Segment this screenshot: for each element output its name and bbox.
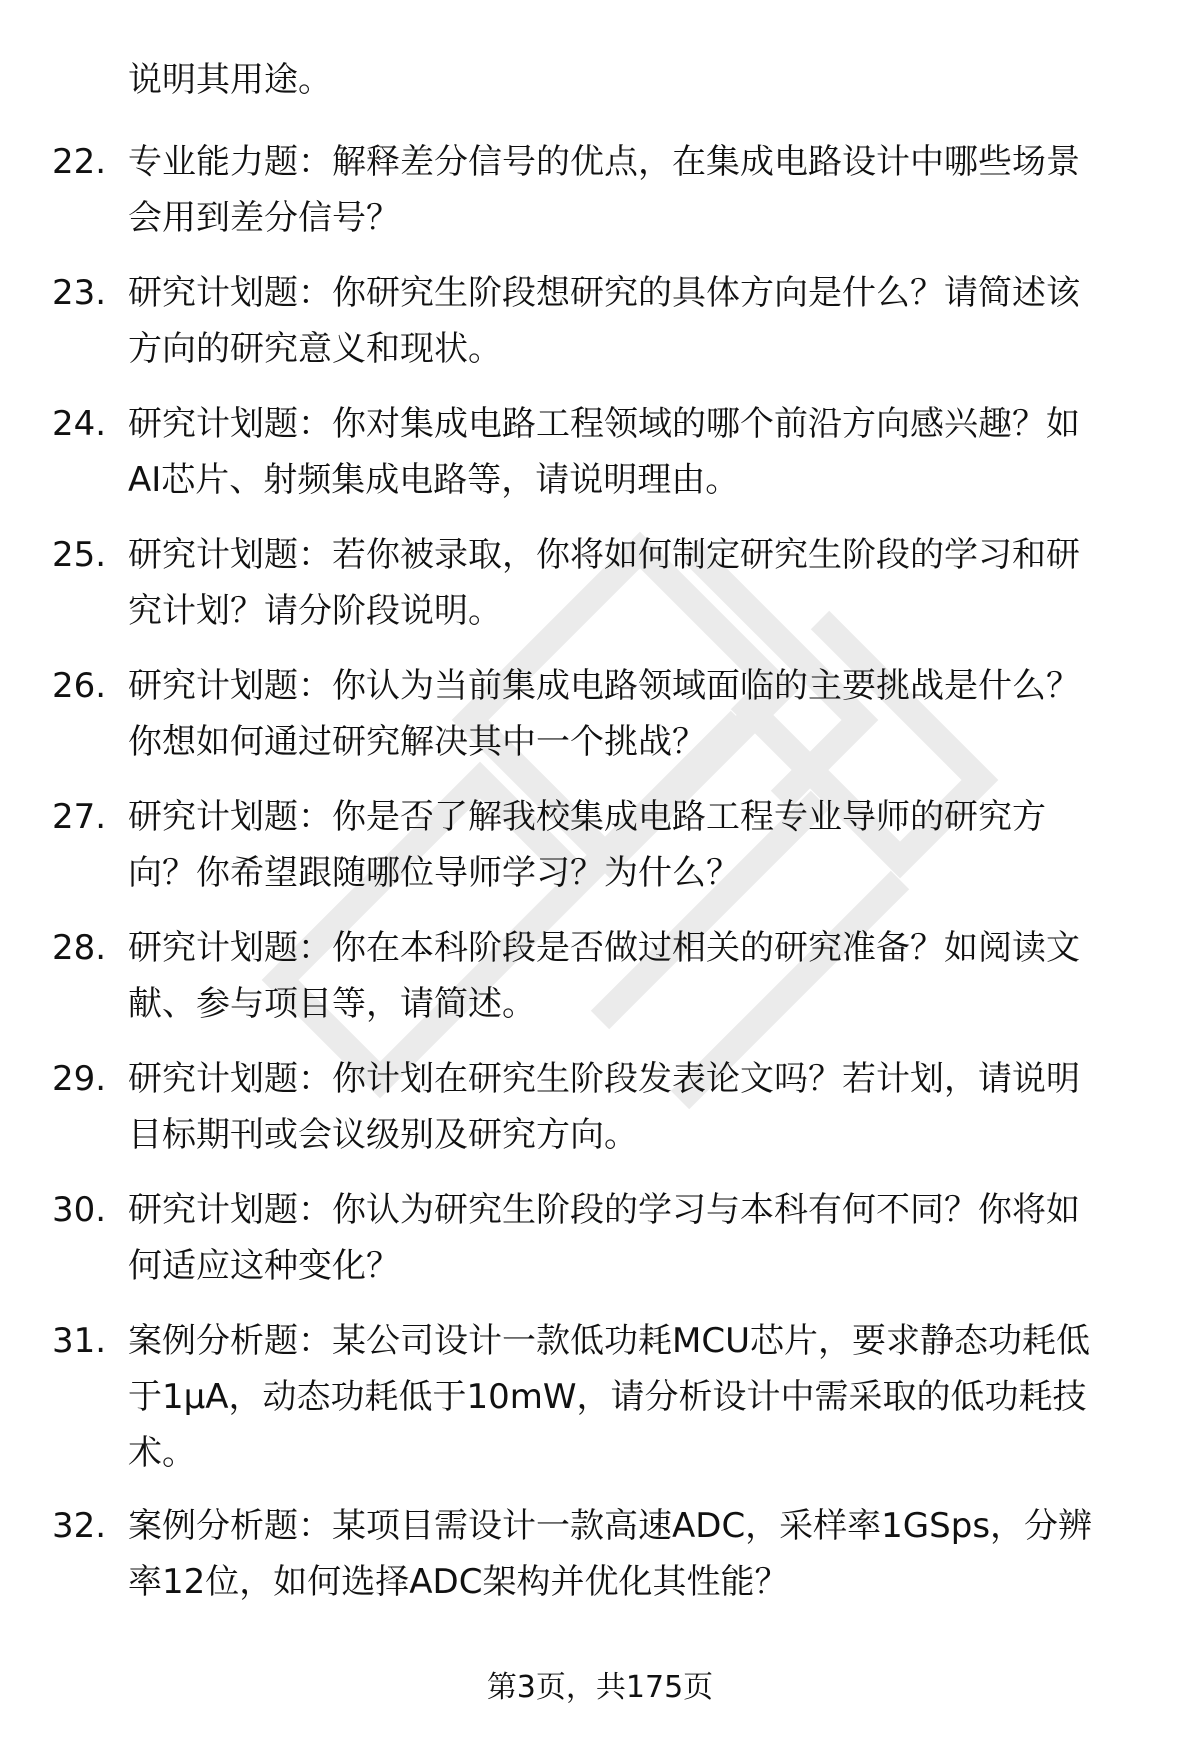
question-number: 26. — [52, 666, 107, 706]
continuation-line: 说明其用途。 — [128, 60, 332, 100]
question-text — [128, 1182, 1158, 1294]
question-line: 于1μA，动态功耗低于10mW，请分析设计中需采取的低功耗技 — [128, 1377, 1087, 1417]
question-line: 研究计划题：你对集成电路工程领域的哪个前沿方向感兴趣？如 — [128, 404, 1080, 444]
question-text — [128, 1051, 1158, 1163]
question-text — [128, 658, 1158, 770]
question-number: 25. — [52, 535, 107, 575]
question-number: 27. — [52, 797, 107, 837]
page-footer: 第3页，共175页 — [486, 1670, 714, 1705]
question-item — [0, 789, 1200, 920]
question-text — [128, 134, 1158, 246]
question-item — [0, 1182, 1200, 1313]
question-line: 方向的研究意义和现状。 — [128, 329, 502, 369]
question-number: 29. — [52, 1059, 107, 1099]
question-item — [0, 1498, 1200, 1629]
question-item — [0, 1313, 1200, 1498]
question-text — [128, 920, 1158, 1032]
question-line: AI芯片、射频集成电路等，请说明理由。 — [128, 460, 740, 500]
question-line: 你想如何通过研究解决其中一个挑战？ — [128, 722, 706, 762]
question-line: 案例分析题：某公司设计一款低功耗MCU芯片，要求静态功耗低 — [128, 1321, 1090, 1361]
question-item — [0, 265, 1200, 396]
question-item — [0, 658, 1200, 789]
question-item — [0, 134, 1200, 265]
question-line: 研究计划题：你认为研究生阶段的学习与本科有何不同？你将如 — [128, 1190, 1080, 1230]
question-number: 23. — [52, 273, 107, 313]
question-line: 研究计划题：你研究生阶段想研究的具体方向是什么？请简述该 — [128, 273, 1080, 313]
question-line: 专业能力题：解释差分信号的优点，在集成电路设计中哪些场景 — [128, 142, 1080, 182]
question-line: 究计划？请分阶段说明。 — [128, 591, 502, 631]
question-line: 何适应这种变化？ — [128, 1246, 400, 1286]
question-number: 24. — [52, 404, 107, 444]
question-text — [128, 1313, 1158, 1481]
question-line: 目标期刊或会议级别及研究方向。 — [128, 1115, 638, 1155]
question-line: 术。 — [128, 1433, 196, 1473]
question-number: 22. — [52, 142, 107, 182]
question-item — [0, 1051, 1200, 1182]
question-number: 30. — [52, 1190, 107, 1230]
question-item — [0, 396, 1200, 527]
question-line: 研究计划题：你计划在研究生阶段发表论文吗？若计划，请说明 — [128, 1059, 1080, 1099]
question-number: 32. — [52, 1506, 107, 1546]
question-line: 会用到差分信号？ — [128, 198, 400, 238]
question-line: 献、参与项目等，请简述。 — [128, 984, 536, 1024]
question-text — [128, 527, 1158, 639]
question-number: 31. — [52, 1321, 107, 1361]
question-item — [0, 920, 1200, 1051]
question-text — [128, 1498, 1158, 1610]
question-line: 研究计划题：你认为当前集成电路领域面临的主要挑战是什么？ — [128, 666, 1080, 706]
question-line: 率12位，如何选择ADC架构并优化其性能？ — [128, 1562, 789, 1602]
question-text — [128, 396, 1158, 508]
question-line: 研究计划题：若你被录取，你将如何制定研究生阶段的学习和研 — [128, 535, 1080, 575]
question-item — [0, 527, 1200, 658]
question-text — [128, 265, 1158, 377]
question-line: 研究计划题：你在本科阶段是否做过相关的研究准备？如阅读文 — [128, 928, 1080, 968]
question-text — [128, 789, 1158, 901]
question-list — [0, 134, 1200, 1629]
question-line: 研究计划题：你是否了解我校集成电路工程专业导师的研究方 — [128, 797, 1046, 837]
question-line: 向？你希望跟随哪位导师学习？为什么？ — [128, 853, 740, 893]
question-line: 案例分析题：某项目需设计一款高速ADC，采样率1GSps，分辨 — [128, 1506, 1093, 1546]
question-number: 28. — [52, 928, 107, 968]
